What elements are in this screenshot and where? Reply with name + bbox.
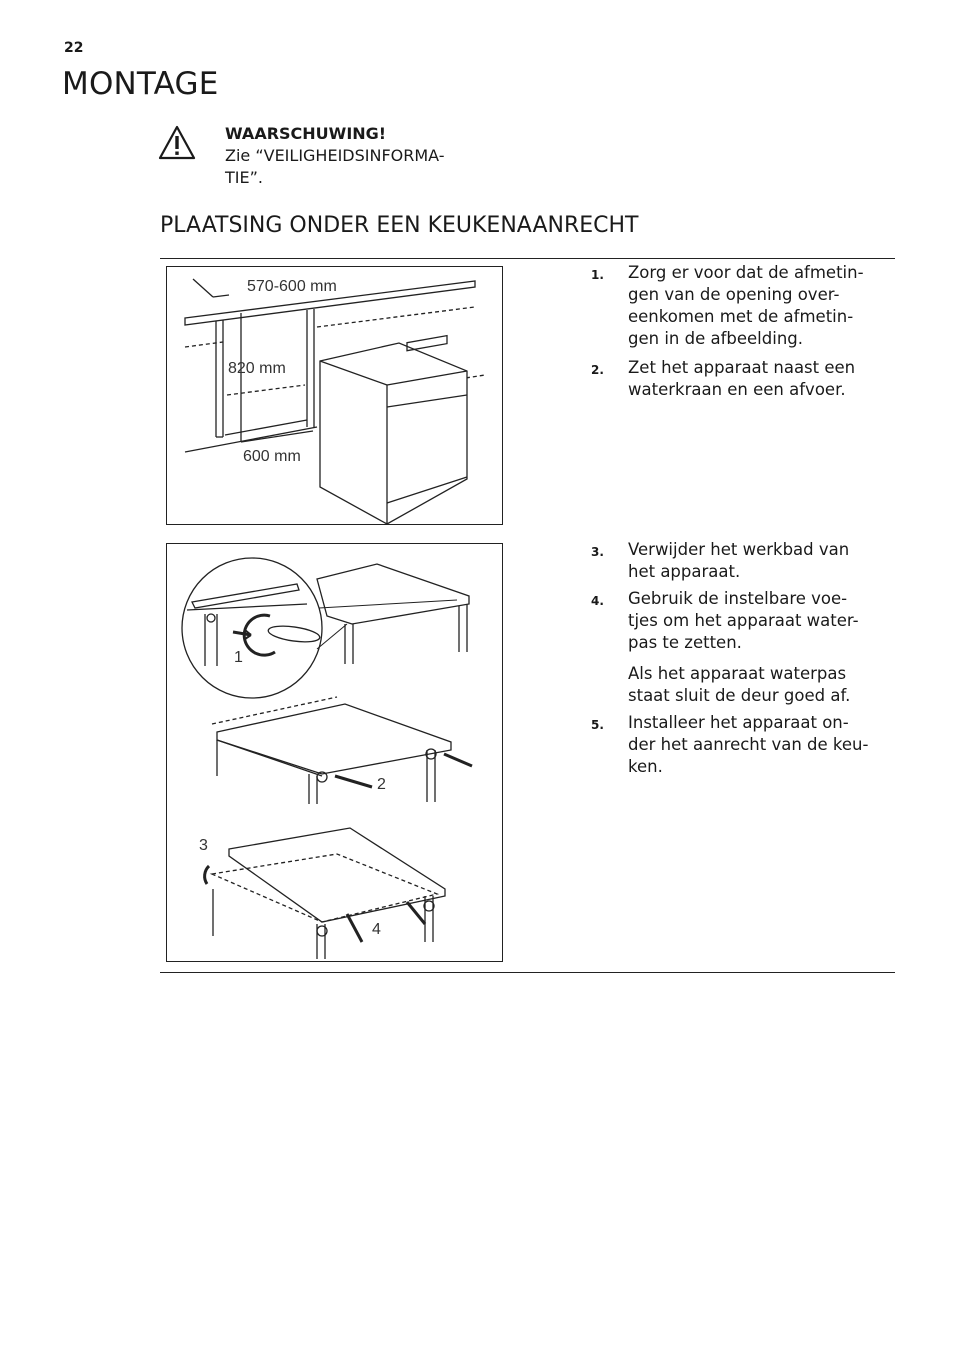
page-number: 22 [64,40,84,56]
step-line: eenkomen met de afmetin- [628,307,854,326]
step-line: pas te zetten. [628,633,742,652]
step-number: 4. [591,594,604,608]
step-number: 2. [591,363,604,377]
step-line: staat sluit de deur goed af. [628,686,851,705]
step-line: Als het apparaat waterpas [628,664,847,683]
width-label: 570-600 mm [247,278,337,295]
dimension-figure [166,266,503,525]
step-number: 3. [591,545,604,559]
step-line: tjes om het apparaat water- [628,611,859,630]
step-number: 5. [591,718,604,732]
step-line: Zet het apparaat naast een [628,358,856,377]
warning-line: Zie “VEILIGHEIDSINFORMA- [225,146,445,165]
step-line: het apparaat. [628,562,741,581]
warning-block [225,123,495,189]
height-label: 820 mm [228,360,286,377]
warning-icon [158,124,196,162]
step-line: Verwijder het werkbad van [628,540,850,559]
step-line: ken. [628,757,663,776]
section-rule-bottom [160,972,895,973]
depth-label: 600 mm [243,448,301,465]
section-title: PLAATSING ONDER EEN KEUKENAANRECHT [160,213,639,238]
step-label-4: 4 [372,921,381,938]
step-line: gen in de afbeelding. [628,329,803,348]
step-line: Installeer het apparaat on- [628,713,849,732]
step-line: gen van de opening over- [628,285,840,304]
page-title: MONTAGE [62,66,219,102]
step-label-1: 1 [234,649,243,666]
leveling-figure [166,543,503,962]
warning-title: WAARSCHUWING! [225,124,387,143]
step-label-3: 3 [199,837,208,854]
step-line: Gebruik de instelbare voe- [628,589,848,608]
step-line: waterkraan en een afvoer. [628,380,846,399]
step-number: 1. [591,268,604,282]
section-rule-top [160,258,895,259]
step-line: Zorg er voor dat de afmetin- [628,263,864,282]
instruction-steps [591,262,891,802]
step-label-2: 2 [377,776,386,793]
step-line: der het aanrecht van de keu- [628,735,869,754]
warning-line: TIE”. [225,168,263,187]
